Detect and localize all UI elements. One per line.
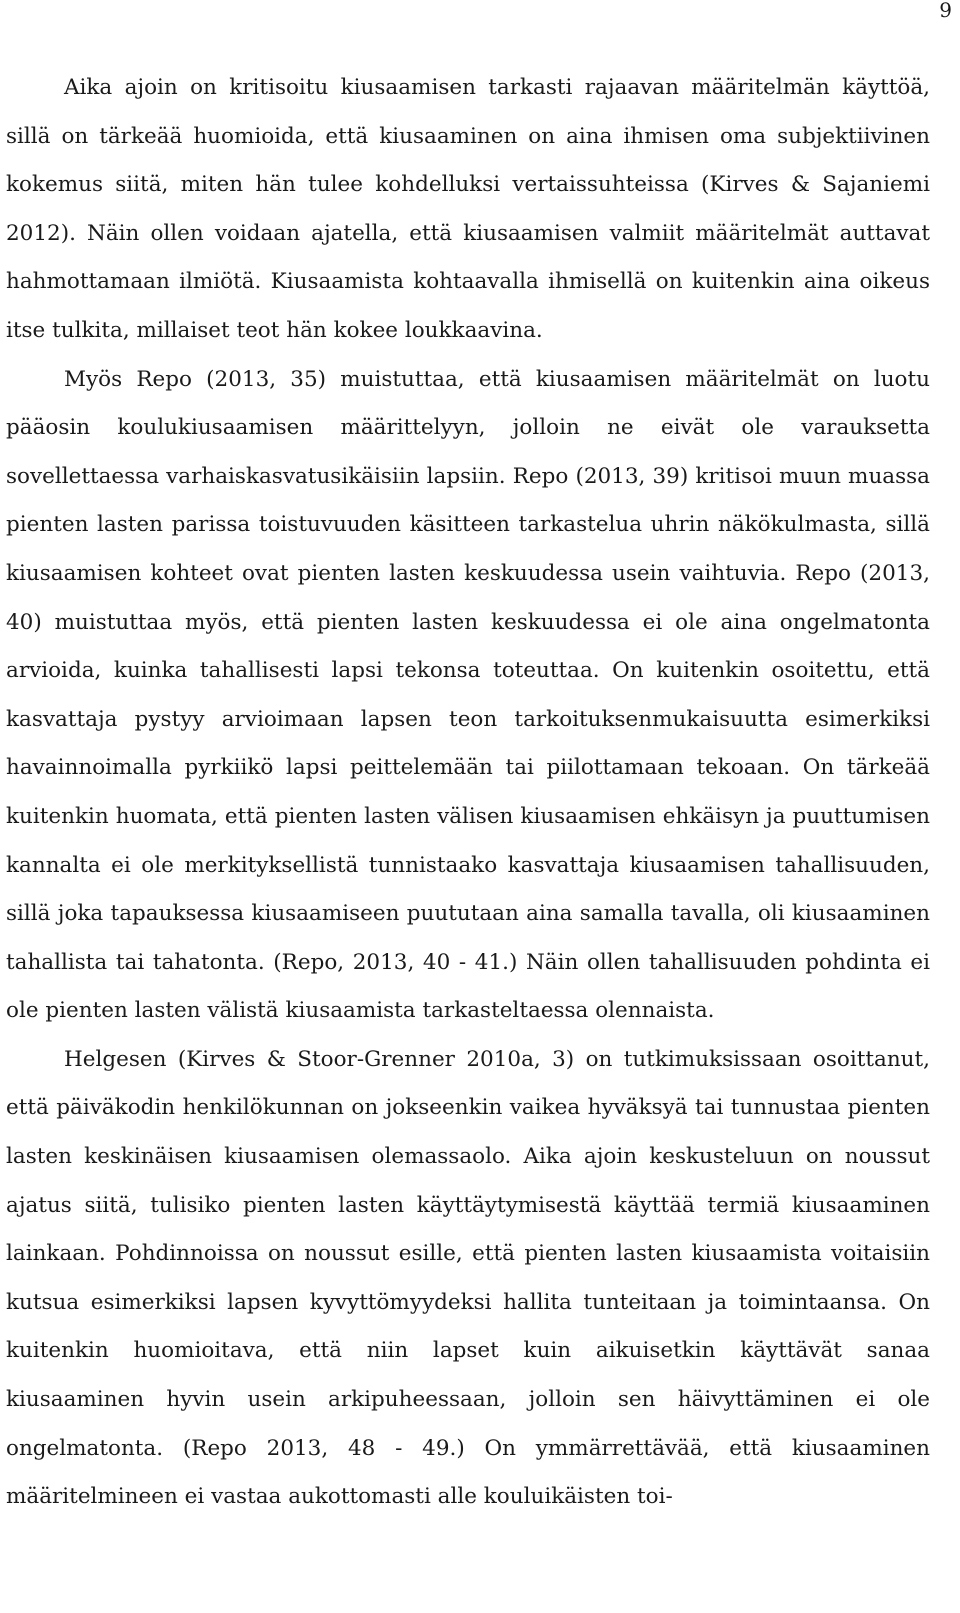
page-number: 9 xyxy=(939,0,952,22)
paragraph-2: Myös Repo (2013, 35) muistuttaa, että kiusaamisen määritelmät on luotu pääosin koulukiusaamisen määrittelyyn, jolloin ne eivät ole varauksetta sovellettaessa varhaiskasvatusikäisiin lapsiin. Repo (2013, 39) kritisoi muun muassa pienten lasten parissa toistuvuuden käsitteen tarkastelua uhrin näkökulmasta, sillä kiusaamisen kohteet ovat pienten lasten keskuudessa usein vaihtuvia. Repo (2013, 40) muistuttaa myös, että pienten lasten keskuudessa ei ole aina ongelmatonta arvioida, kuinka tahallisesti lapsi tekonsa toteuttaa. On kuitenkin osoitettu, että kasvattaja pystyy arvioimaan lapsen teon tarkoituksenmukaisuutta esimerkiksi havainnoimalla pyrkiikö lapsi peittelemään tai piilottamaan tekoaan. On tärkeää kuitenkin huomata, että pienten lasten välisen kiusaamisen ehkäisyn ja puuttumisen kannalta ei ole merkityksellistä tunnistaako kasvattaja kiusaamisen tahallisuuden, sillä joka tapauksessa kiusaamiseen puututaan aina samalla tavalla, oli kiusaaminen tahallista tai tahatonta. (Repo, 2013, 40 - 41.) Näin ollen tahallisuuden pohdinta ei ole pienten lasten välistä kiusaamista tarkasteltaessa olennaista. xyxy=(6,366,930,1024)
paragraph-3: Helgesen (Kirves & Stoor-Grenner 2010a, 3) on tutkimuksissaan osoittanut, että päiväkodin henkilökunnan on jokseenkin vaikea hyväksyä tai tunnustaa pienten lasten keskinäisen kiusaamisen olemassaolo. Aika ajoin keskusteluun on noussut ajatus siitä, tulisiko pienten lasten käyttäytymisestä käyttää termiä kiusaaminen lainkaan. Pohdinnoissa on noussut esille, että pienten lasten kiusaamista voitaisiin kutsua esimerkiksi lapsen kyvyttömyydeksi hallita tunteitaan ja toimintaansa. On kuitenkin huomioitava, että niin lapset kuin aikuisetkin käyttävät sanaa kiusaaminen hyvin usein arkipuheessaan, jolloin sen häivyttäminen ei ole ongelmatonta. (Repo 2013, 48 - 49.) On ymmärrettävää, että kiusaaminen määritelmineen ei vastaa aukottomasti alle kouluikäisten toi- xyxy=(6,1046,930,1510)
document-body xyxy=(6,64,930,1522)
paragraph-1: Aika ajoin on kritisoitu kiusaamisen tarkasti rajaavan määritelmän käyttöä, sillä on tärkeää huomioida, että kiusaaminen on aina ihmisen oma subjektiivinen kokemus siitä, miten hän tulee kohdelluksi vertaissuhteissa (Kirves & Sajaniemi 2012). Näin ollen voidaan ajatella, että kiusaamisen valmiit määritelmät auttavat hahmottamaan ilmiötä. Kiusaamista kohtaavalla ihmisellä on kuitenkin aina oikeus itse tulkita, millaiset teot hän kokee loukkaavina. xyxy=(6,75,930,343)
